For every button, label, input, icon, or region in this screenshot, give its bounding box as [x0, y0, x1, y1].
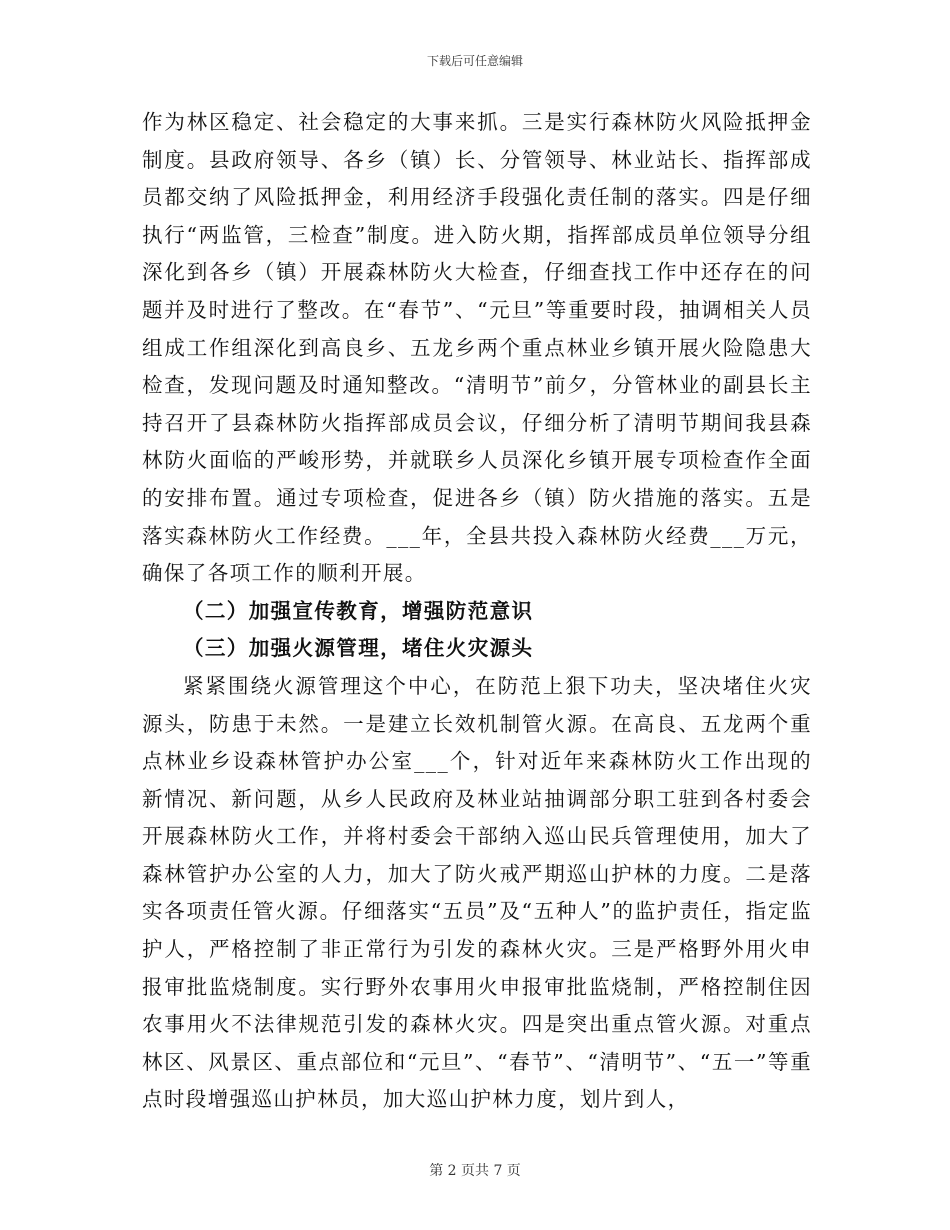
page-header: 下载后可任意编辑	[426, 54, 523, 68]
page-number: 第 2 页共 7 页	[429, 1163, 521, 1179]
document-body	[142, 104, 812, 1119]
section-heading-3: （三）加强火源管理，堵住火灾源头	[183, 636, 534, 661]
section-heading-2: （二）加强宣传教育，增强防范意识	[183, 598, 534, 623]
paragraph-continued: 作为林区稳定、社会稳定的大事来抓。三是实行森林防火风险抵押金制度。县政府领导、各乡（镇）长、分管领导、林业站长、指挥部成员都交纳了风险抵押金，利用经济手段强化责任制的落实。四是仔细执行“两监管，三检查”制度。进入防火期，指挥部成员单位领导分组深化到各乡（镇）开展森林防火大检查，仔细查找工作中还存在的问题并及时进行了整改。在“春节”、“元旦”等重要时段，抽调相关人员组成工作组深化到高良乡、五龙乡两个重点林业乡镇开展火险隐患大检查，发现问题及时通知整改。“清明节”前夕，分管林业的副县长主持召开了县森林防火指挥部成员会议，仔细分析了清明节期间我县森林防火面临的严峻形势，并就联乡人员深化乡镇开展专项检查作全面的安排布置。通过专项检查，促进各乡（镇）防火措施的落实。五是落实森林防火工作经费。___年，全县共投入森林防火经费___万元，确保了各项工作的顺利开展。	[142, 110, 812, 586]
paragraph-fire-source: 紧紧围绕火源管理这个中心，在防范上狠下功夫，坚决堵住火灾源头，防患于未然。一是建立长效机制管火源。在高良、五龙两个重点林业乡设森林管护办公室___个，针对近年来森林防火工作出现的新情况、新问题，从乡人民政府及林业站抽调部分职工驻到各村委会开展森林防火工作，并将村委会干部纳入巡山民兵管理使用，加大了森林管护办公室的人力，加大了防火戒严期巡山护林的力度。二是落实各项责任管火源。仔细落实“五员”及“五种人”的监护责任，指定监护人，严格控制了非正常行为引发的森林火灾。三是严格野外用火申报审批监烧制度。实行野外农事用火申报审批监烧制，严格控制住因农事用火不法律规范引发的森林火灾。四是突出重点管火源。对重点林区、风景区、重点部位和“元旦”、“春节”、“清明节”、“五一”等重点时段增强巡山护林员，加大巡山护林力度，划片到人，	[142, 673, 812, 1112]
